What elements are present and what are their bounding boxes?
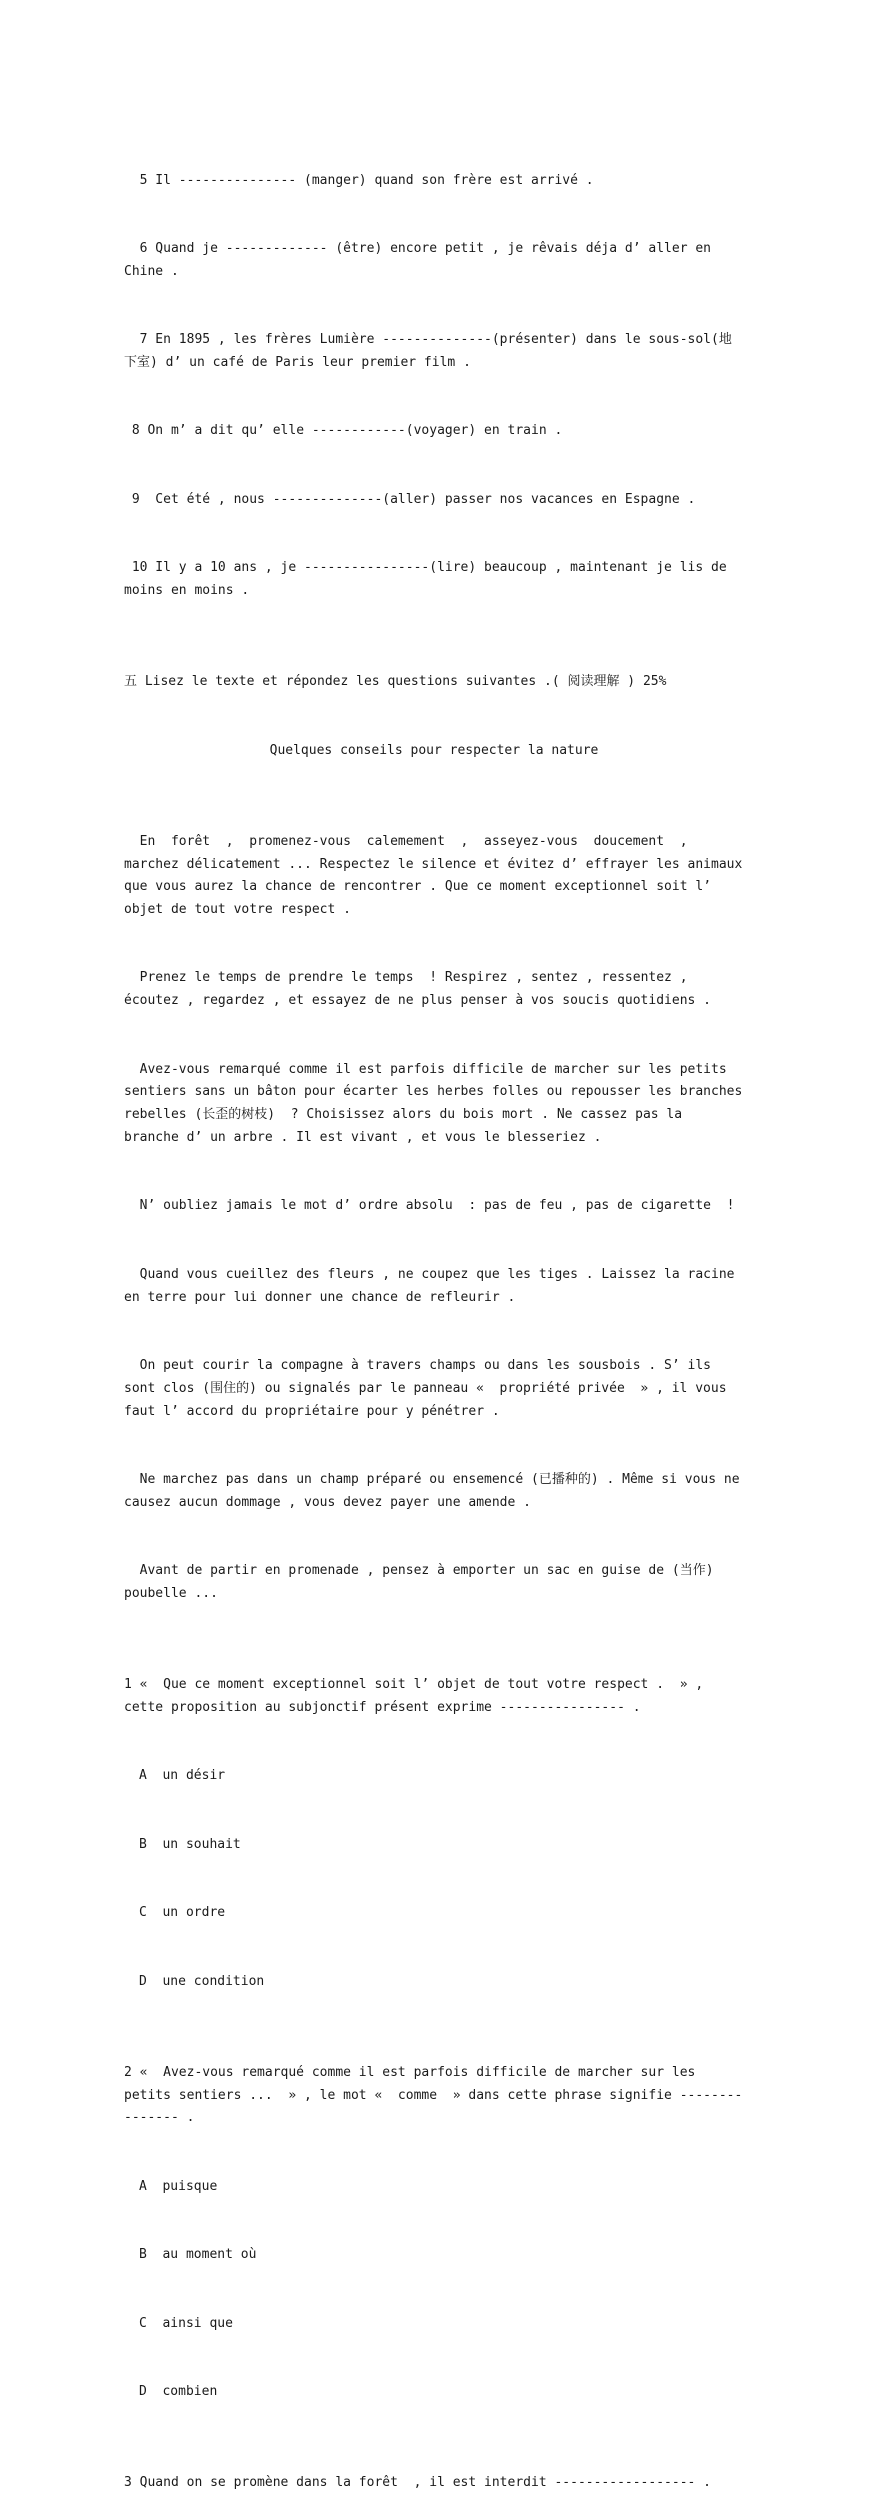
question-1-option-a: A un désir bbox=[139, 1768, 226, 1784]
question-2-stem: 2 « Avez-vous remarqué comme il est parfois difficile de marcher sur les petits sentiers ... » , le mot « comme » dans cette phrase signifie --------------- . bbox=[124, 2064, 743, 2126]
question-1-stem: 1 « Que ce moment exceptionnel soit l’ objet de tout votre respect . » , cette proposition au subjonctif présent exprime ---------------- . bbox=[124, 1677, 712, 1715]
section-header: 五 Lisez le texte et répondez les questions suivantes .( 阅读理解 ) 25% bbox=[124, 674, 667, 690]
question-2-option-a: A puisque bbox=[139, 2178, 218, 2194]
question-2-option-d: D combien bbox=[139, 2383, 218, 2399]
paragraph: Ne marchez pas dans un champ préparé ou ensemencé (已播种的) . Même si vous ne causez aucun dommage , vous devez payer une amende . bbox=[124, 1472, 748, 1510]
paragraph: On peut courir la compagne à travers champs ou dans les sousbois . S’ ils sont clos (围住的) ou signalés par le panneau « propriété privée » , il vous faut l’ accord du propriétaire pour y pénétrer . bbox=[124, 1358, 735, 1419]
question-1-option-c: C un ordre bbox=[139, 1905, 226, 1921]
paragraph: Avant de partir en promenade , pensez à emporter un sac en guise de (当作) poubelle ... bbox=[124, 1563, 722, 1601]
exercise-item-6: 6 Quand je ------------- (être) encore petit , je rêvais déja d’ aller en Chine . bbox=[124, 240, 719, 279]
paragraph: Avez-vous remarqué comme il est parfois difficile de marcher sur les petits sentiers sans un bâton pour écarter les herbes folles ou repousser les branches rebelles (长歪的树枝) ? Choisissez alors du bois mort . Ne cassez pas la branche d’ un arbre . Il est vivant , et vous le blesseriez . bbox=[124, 1061, 751, 1146]
question-1-option-b: B un souhait bbox=[139, 1836, 241, 1852]
reading-title: Quelques conseils pour respecter la nature bbox=[269, 742, 599, 758]
exercise-item-8: 8 On m’ a dit qu’ elle ------------(voyager) en train . bbox=[124, 423, 563, 439]
paragraph: En forêt , promenez-vous calemement , asseyez-vous doucement , marchez délicatement ... Respectez le silence et évitez d’ effrayer les animaux que vous aurez la chance de rencontrer . Que ce moment exceptionnel soit l’ objet de tout votre respect . bbox=[124, 833, 751, 918]
exercise-item-10: 10 Il y a 10 ans , je ----------------(lire) beaucoup , maintenant je lis de moins en moins . bbox=[124, 560, 735, 598]
paragraph: Prenez le temps de prendre le temps ! Respirez , sentez , ressentez , écoutez , regardez , et essayez de ne plus penser à vos soucis quotidiens . bbox=[124, 970, 711, 1009]
exercise-item-9: 9 Cet été , nous --------------(aller) passer nos vacances en Espagne . bbox=[124, 491, 696, 507]
document-page bbox=[124, 124, 751, 2518]
question-2-option-b: B au moment où bbox=[139, 2247, 257, 2263]
question-1-option-d: D une condition bbox=[139, 1973, 265, 1989]
paragraph: Quand vous cueillez des fleurs , ne coupez que les tiges . Laissez la racine en terre pour lui donner une chance de refleurir . bbox=[124, 1266, 743, 1305]
question-2-option-c: C ainsi que bbox=[139, 2315, 233, 2331]
exercise-item-5: 5 Il --------------- (manger) quand son frère est arrivé . bbox=[124, 172, 594, 188]
paragraph: N’ oubliez jamais le mot d’ ordre absolu : pas de feu , pas de cigarette ! bbox=[124, 1198, 735, 1214]
exercise-item-7: 7 En 1895 , les frères Lumière --------------(présenter) dans le sous-sol(地下室) d’ un café de Paris leur premier film . bbox=[124, 332, 732, 370]
question-3-stem: 3 Quand on se promène dans la forêt , il est interdit ------------------ . bbox=[124, 2475, 711, 2491]
